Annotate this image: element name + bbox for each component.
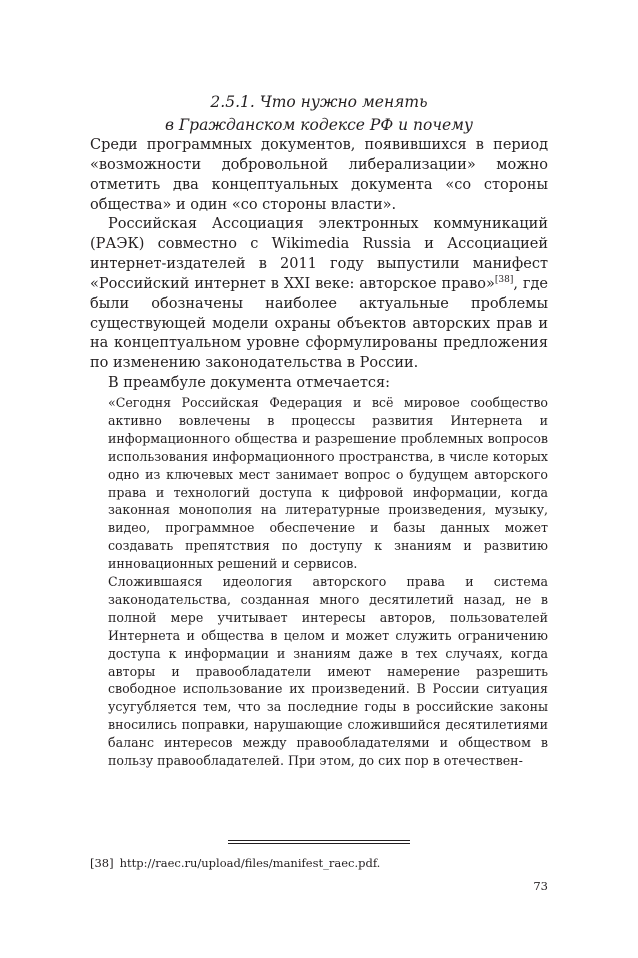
footnote-divider: [228, 840, 410, 841]
footnote-number: [38]: [90, 856, 114, 870]
section-heading-line-1: 2.5.1. Что нужно менять: [210, 93, 428, 111]
page-number: 73: [533, 879, 548, 893]
section-heading: [90, 91, 548, 137]
paragraph-raec-text-1: Российская Ассоциация электронных коммуникаций (РАЭК) совместно с Wikimedia Russia и Ассоциацией интернет-издателей в 2011 году выпустили манифест «Российский интернет в XXI веке: авторское право»: [90, 216, 548, 292]
footnote-divider-second: [228, 843, 410, 844]
block-quote: [108, 394, 548, 770]
quote-paragraph-1: «Сегодня Российская Федерация и всё мировое сообщество активно вовлечены в процессы развития Интернета и информационного общества и разрешение проблемных вопросов использования информационного пространства, в числе которых одно из ключевых мест занимает вопрос о будущем авторского права и технологий доступа к цифровой информации, когда законная монополия на литературные произведения, музыку, видео, программное обеспечение и базы данных может создавать препятствия по доступу к знаниям и развитию инновационных решений и сервисов.: [108, 394, 548, 572]
paragraph-preamble: В преамбуле документа отмечается:: [108, 375, 391, 392]
paragraph-intro: Среди программных документов, появившихся в период «возможности добровольной либерализации» можно отметить два концептуальных документа «со стороны общества» и один «со стороны власти».: [90, 137, 548, 213]
footnote: [90, 855, 380, 871]
footnote-link: http://raec.ru/upload/files/manifest_raec.pdf.: [119, 856, 381, 870]
quote-paragraph-2: Сложившаяся идеология авторского права и система законодательства, созданная много десятилетий назад, не в полной мере учитывает интересы авторов, пользователей Интернета и общества в целом и может служить ограничению доступа к информации и знаниям даже в тех случаях, когда авторы и правообладатели имеют намерение разрешить свободное использование их произведений. В России ситуация усугубляется тем, что за последние годы в российские законы вносились поправки, нарушающие сложившийся десятилетиями баланс интересов между правообладателями и обществом в пользу правообладателей. При этом, до сих пор в отечествен-: [108, 574, 548, 769]
paragraph-raec: [90, 215, 548, 374]
footnote-reference: [38]: [494, 275, 514, 286]
section-heading-line-2: в Гражданском кодексе РФ и почему: [164, 116, 474, 134]
body-text: [90, 136, 548, 770]
paragraph-raec-text-2: , где были обозначены наиболее актуальные проблемы существующей модели охраны объектов авторских прав и на концептуальном уровне сформулированы предложения по изменению законодательства в России.: [90, 275, 549, 372]
